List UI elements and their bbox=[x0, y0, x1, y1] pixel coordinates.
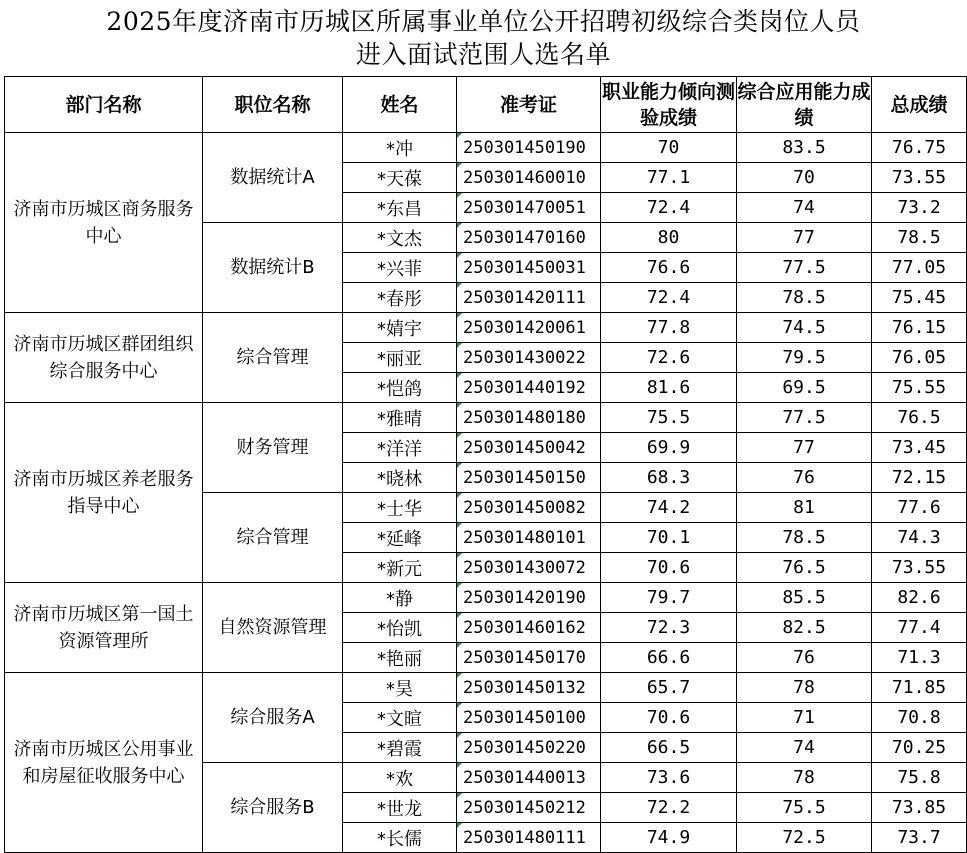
total-score: 73.85 bbox=[872, 793, 967, 823]
aptitude-score: 68.3 bbox=[601, 463, 737, 493]
aptitude-score: 72.3 bbox=[601, 613, 737, 643]
aptitude-score: 69.9 bbox=[601, 433, 737, 463]
position-name: 数据统计B bbox=[203, 223, 343, 313]
exam-number: 250301420061 bbox=[457, 313, 601, 343]
text-number-indicator-icon bbox=[457, 583, 462, 588]
aptitude-score: 70.6 bbox=[601, 703, 737, 733]
text-number-indicator-icon bbox=[457, 283, 462, 288]
exam-number: 250301480180 bbox=[457, 403, 601, 433]
exam-number: 250301450042 bbox=[457, 433, 601, 463]
aptitude-score: 72.4 bbox=[601, 283, 737, 313]
candidate-name: *洋洋 bbox=[343, 433, 457, 463]
candidate-name: *文杰 bbox=[343, 223, 457, 253]
text-number-indicator-icon bbox=[457, 313, 462, 318]
department-name: 济南市历城区养老服务指导中心 bbox=[5, 403, 203, 583]
exam-number: 250301470051 bbox=[457, 193, 601, 223]
applied-score: 83.5 bbox=[737, 133, 872, 163]
aptitude-score: 66.5 bbox=[601, 733, 737, 763]
applied-score: 77 bbox=[737, 223, 872, 253]
exam-number: 250301430022 bbox=[457, 343, 601, 373]
exam-number: 250301480111 bbox=[457, 823, 601, 853]
header-total-score: 总成绩 bbox=[872, 77, 967, 133]
position-name: 综合管理 bbox=[203, 313, 343, 403]
title-line-2: 进入面试范围人选名单 bbox=[355, 40, 611, 69]
candidate-name: *怡凯 bbox=[343, 613, 457, 643]
candidate-name: *长儒 bbox=[343, 823, 457, 853]
total-score: 71.3 bbox=[872, 643, 967, 673]
table-row bbox=[5, 673, 967, 703]
candidate-name: *艳丽 bbox=[343, 643, 457, 673]
aptitude-score: 70.1 bbox=[601, 523, 737, 553]
text-number-indicator-icon bbox=[457, 343, 462, 348]
exam-number: 250301450132 bbox=[457, 673, 601, 703]
total-score: 73.55 bbox=[872, 553, 967, 583]
exam-number: 250301450150 bbox=[457, 463, 601, 493]
applied-score: 74 bbox=[737, 733, 872, 763]
candidate-name: *婧宇 bbox=[343, 313, 457, 343]
total-score: 75.45 bbox=[872, 283, 967, 313]
header-name: 姓名 bbox=[343, 77, 457, 133]
text-number-indicator-icon bbox=[457, 193, 462, 198]
applied-score: 78 bbox=[737, 763, 872, 793]
aptitude-score: 73.6 bbox=[601, 763, 737, 793]
candidate-name: *新元 bbox=[343, 553, 457, 583]
text-number-indicator-icon bbox=[457, 613, 462, 618]
title-line-1: 2025年度济南市历城区所属事业单位公开招聘初级综合类岗位人员 bbox=[106, 7, 861, 36]
applied-score: 75.5 bbox=[737, 793, 872, 823]
table-row bbox=[5, 133, 967, 163]
aptitude-score: 74.9 bbox=[601, 823, 737, 853]
candidate-name: *兴菲 bbox=[343, 253, 457, 283]
exam-number: 250301420111 bbox=[457, 283, 601, 313]
applied-score: 77.5 bbox=[737, 403, 872, 433]
text-number-indicator-icon bbox=[457, 823, 462, 828]
text-number-indicator-icon bbox=[457, 703, 462, 708]
text-number-indicator-icon bbox=[457, 643, 462, 648]
applied-score: 79.5 bbox=[737, 343, 872, 373]
applied-score: 69.5 bbox=[737, 373, 872, 403]
aptitude-score: 75.5 bbox=[601, 403, 737, 433]
candidate-name: *文暄 bbox=[343, 703, 457, 733]
text-number-indicator-icon bbox=[457, 133, 462, 138]
applied-score: 76 bbox=[737, 643, 872, 673]
total-score: 75.55 bbox=[872, 373, 967, 403]
applied-score: 81 bbox=[737, 493, 872, 523]
exam-number: 250301450220 bbox=[457, 733, 601, 763]
exam-number: 250301450212 bbox=[457, 793, 601, 823]
position-name: 财务管理 bbox=[203, 403, 343, 493]
candidate-name: *世龙 bbox=[343, 793, 457, 823]
text-number-indicator-icon bbox=[457, 253, 462, 258]
position-name: 数据统计A bbox=[203, 133, 343, 223]
position-name: 综合服务B bbox=[203, 763, 343, 853]
text-number-indicator-icon bbox=[457, 493, 462, 498]
position-name: 综合服务A bbox=[203, 673, 343, 763]
aptitude-score: 79.7 bbox=[601, 583, 737, 613]
applied-score: 77.5 bbox=[737, 253, 872, 283]
header-position: 职位名称 bbox=[203, 77, 343, 133]
text-number-indicator-icon bbox=[457, 793, 462, 798]
exam-number: 250301430072 bbox=[457, 553, 601, 583]
exam-number: 250301420190 bbox=[457, 583, 601, 613]
aptitude-score: 65.7 bbox=[601, 673, 737, 703]
exam-number: 250301450082 bbox=[457, 493, 601, 523]
table-row bbox=[5, 403, 967, 433]
candidate-name: *昊 bbox=[343, 673, 457, 703]
applied-score: 70 bbox=[737, 163, 872, 193]
applied-score: 74 bbox=[737, 193, 872, 223]
header-row bbox=[5, 77, 967, 133]
aptitude-score: 77.1 bbox=[601, 163, 737, 193]
total-score: 70.8 bbox=[872, 703, 967, 733]
text-number-indicator-icon bbox=[457, 373, 462, 378]
text-number-indicator-icon bbox=[457, 433, 462, 438]
total-score: 77.4 bbox=[872, 613, 967, 643]
total-score: 73.2 bbox=[872, 193, 967, 223]
aptitude-score: 80 bbox=[601, 223, 737, 253]
applied-score: 77 bbox=[737, 433, 872, 463]
aptitude-score: 74.2 bbox=[601, 493, 737, 523]
text-number-indicator-icon bbox=[457, 553, 462, 558]
total-score: 76.5 bbox=[872, 403, 967, 433]
candidate-name: *士华 bbox=[343, 493, 457, 523]
total-score: 71.85 bbox=[872, 673, 967, 703]
applied-score: 85.5 bbox=[737, 583, 872, 613]
candidate-table bbox=[4, 76, 967, 853]
header-applied-score: 综合应用能力成绩 bbox=[737, 77, 872, 133]
aptitude-score: 72.2 bbox=[601, 793, 737, 823]
total-score: 74.3 bbox=[872, 523, 967, 553]
applied-score: 74.5 bbox=[737, 313, 872, 343]
exam-number: 250301480101 bbox=[457, 523, 601, 553]
total-score: 76.15 bbox=[872, 313, 967, 343]
header-aptitude-score: 职业能力倾向测验成绩 bbox=[601, 77, 737, 133]
applied-score: 78 bbox=[737, 673, 872, 703]
candidate-name: *天葆 bbox=[343, 163, 457, 193]
applied-score: 71 bbox=[737, 703, 872, 733]
text-number-indicator-icon bbox=[457, 763, 462, 768]
exam-number: 250301450031 bbox=[457, 253, 601, 283]
table-body bbox=[5, 133, 967, 853]
exam-number: 250301450190 bbox=[457, 133, 601, 163]
total-score: 73.7 bbox=[872, 823, 967, 853]
candidate-name: *春彤 bbox=[343, 283, 457, 313]
text-number-indicator-icon bbox=[457, 403, 462, 408]
exam-number: 250301460010 bbox=[457, 163, 601, 193]
aptitude-score: 76.6 bbox=[601, 253, 737, 283]
total-score: 77.6 bbox=[872, 493, 967, 523]
text-number-indicator-icon bbox=[457, 463, 462, 468]
total-score: 76.05 bbox=[872, 343, 967, 373]
header-exam-no: 准考证 bbox=[457, 77, 601, 133]
aptitude-score: 72.4 bbox=[601, 193, 737, 223]
candidate-name: *丽亚 bbox=[343, 343, 457, 373]
total-score: 78.5 bbox=[872, 223, 967, 253]
department-name: 济南市历城区群团组织综合服务中心 bbox=[5, 313, 203, 403]
aptitude-score: 70 bbox=[601, 133, 737, 163]
exam-number: 250301470160 bbox=[457, 223, 601, 253]
candidate-name: *晓林 bbox=[343, 463, 457, 493]
text-number-indicator-icon bbox=[457, 223, 462, 228]
total-score: 73.45 bbox=[872, 433, 967, 463]
candidate-name: *冲 bbox=[343, 133, 457, 163]
exam-number: 250301460162 bbox=[457, 613, 601, 643]
total-score: 82.6 bbox=[872, 583, 967, 613]
exam-number: 250301450170 bbox=[457, 643, 601, 673]
position-name: 自然资源管理 bbox=[203, 583, 343, 673]
candidate-name: *东昌 bbox=[343, 193, 457, 223]
total-score: 75.8 bbox=[872, 763, 967, 793]
candidate-name: *静 bbox=[343, 583, 457, 613]
document-title bbox=[0, 0, 967, 76]
text-number-indicator-icon bbox=[457, 523, 462, 528]
total-score: 70.25 bbox=[872, 733, 967, 763]
aptitude-score: 66.6 bbox=[601, 643, 737, 673]
department-name: 济南市历城区公用事业和房屋征收服务中心 bbox=[5, 673, 203, 853]
applied-score: 78.5 bbox=[737, 523, 872, 553]
aptitude-score: 81.6 bbox=[601, 373, 737, 403]
table-row bbox=[5, 583, 967, 613]
aptitude-score: 77.8 bbox=[601, 313, 737, 343]
exam-number: 250301450100 bbox=[457, 703, 601, 733]
applied-score: 82.5 bbox=[737, 613, 872, 643]
aptitude-score: 70.6 bbox=[601, 553, 737, 583]
applied-score: 72.5 bbox=[737, 823, 872, 853]
total-score: 76.75 bbox=[872, 133, 967, 163]
applied-score: 76 bbox=[737, 463, 872, 493]
total-score: 77.05 bbox=[872, 253, 967, 283]
applied-score: 76.5 bbox=[737, 553, 872, 583]
candidate-name: *欢 bbox=[343, 763, 457, 793]
exam-number: 250301440013 bbox=[457, 763, 601, 793]
applied-score: 78.5 bbox=[737, 283, 872, 313]
total-score: 72.15 bbox=[872, 463, 967, 493]
total-score: 73.55 bbox=[872, 163, 967, 193]
exam-number: 250301440192 bbox=[457, 373, 601, 403]
candidate-name: *延峰 bbox=[343, 523, 457, 553]
text-number-indicator-icon bbox=[457, 733, 462, 738]
candidate-name: *雅晴 bbox=[343, 403, 457, 433]
position-name: 综合管理 bbox=[203, 493, 343, 583]
header-dept: 部门名称 bbox=[5, 77, 203, 133]
department-name: 济南市历城区第一国土资源管理所 bbox=[5, 583, 203, 673]
text-number-indicator-icon bbox=[457, 163, 462, 168]
text-number-indicator-icon bbox=[457, 673, 462, 678]
aptitude-score: 72.6 bbox=[601, 343, 737, 373]
department-name: 济南市历城区商务服务中心 bbox=[5, 133, 203, 313]
table-row bbox=[5, 313, 967, 343]
candidate-name: *碧霞 bbox=[343, 733, 457, 763]
candidate-name: *恺鸽 bbox=[343, 373, 457, 403]
